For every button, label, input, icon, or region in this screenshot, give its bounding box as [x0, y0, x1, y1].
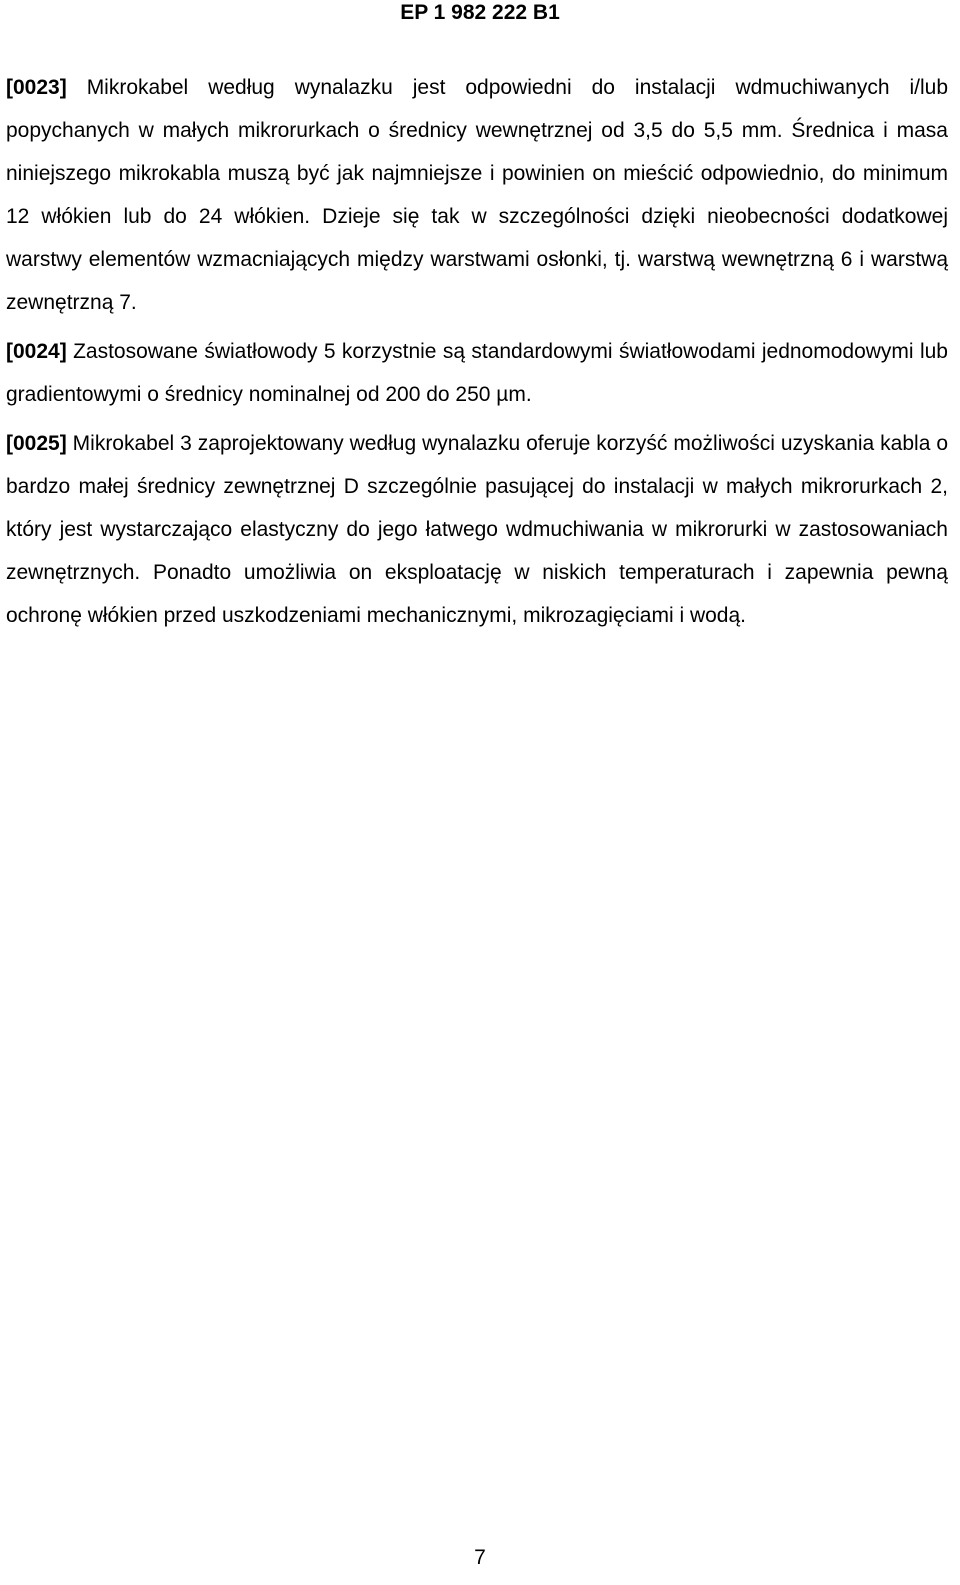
page-number: 7: [474, 1546, 486, 1569]
paragraph-0024: [6, 330, 948, 416]
paragraph-text: Mikrokabel według wynalazku jest odpowiedni do instalacji wdmuchiwanych i/lub popychanych w małych mikrorurkach o średnicy wewnętrznej od 3,5 do 5,5 mm. Średnica i masa niniejszego mikrokabla muszą być jak najmniejsze i powinien on mieścić odpowiednio, do minimum 12 włókien lub do 24 włókien. Dzieje się tak w szczególności dzięki nieobecności dodatkowej warstwy elementów wzmacniających między warstwami osłonki, tj. warstwą wewnętrzną 6 i warstwą zewnętrzną 7.: [6, 76, 949, 314]
paragraph-text: Zastosowane światłowody 5 korzystnie są standardowymi światłowodami jednomodowymi lub gradientowymi o średnicy nominalnej od 200 do 250 µm.: [6, 340, 948, 406]
paragraph-0023: [6, 66, 948, 324]
paragraph-number: [0023]: [6, 76, 67, 99]
document-body: [6, 66, 948, 643]
document-header: EP 1 982 222 B1: [400, 1, 560, 24]
paragraph-number: [0024]: [6, 340, 67, 363]
paragraph-number: [0025]: [6, 432, 67, 455]
paragraph-0025: [6, 422, 948, 637]
paragraph-text: Mikrokabel 3 zaprojektowany według wynalazku oferuje korzyść możliwości uzyskania kabla o bardzo małej średnicy zewnętrznej D szczególnie pasującej do instalacji w małych mikrorurkach 2, który jest wystarczająco elastyczny do jego łatwego wdmuchiwania w mikrorurki w zastosowaniach zewnętrznych. Ponadto umożliwia on eksploatację w niskich temperaturach i zapewnia pewną ochronę włókien przed uszkodzeniami mechanicznymi, mikrozagięciami i wodą.: [6, 432, 948, 627]
